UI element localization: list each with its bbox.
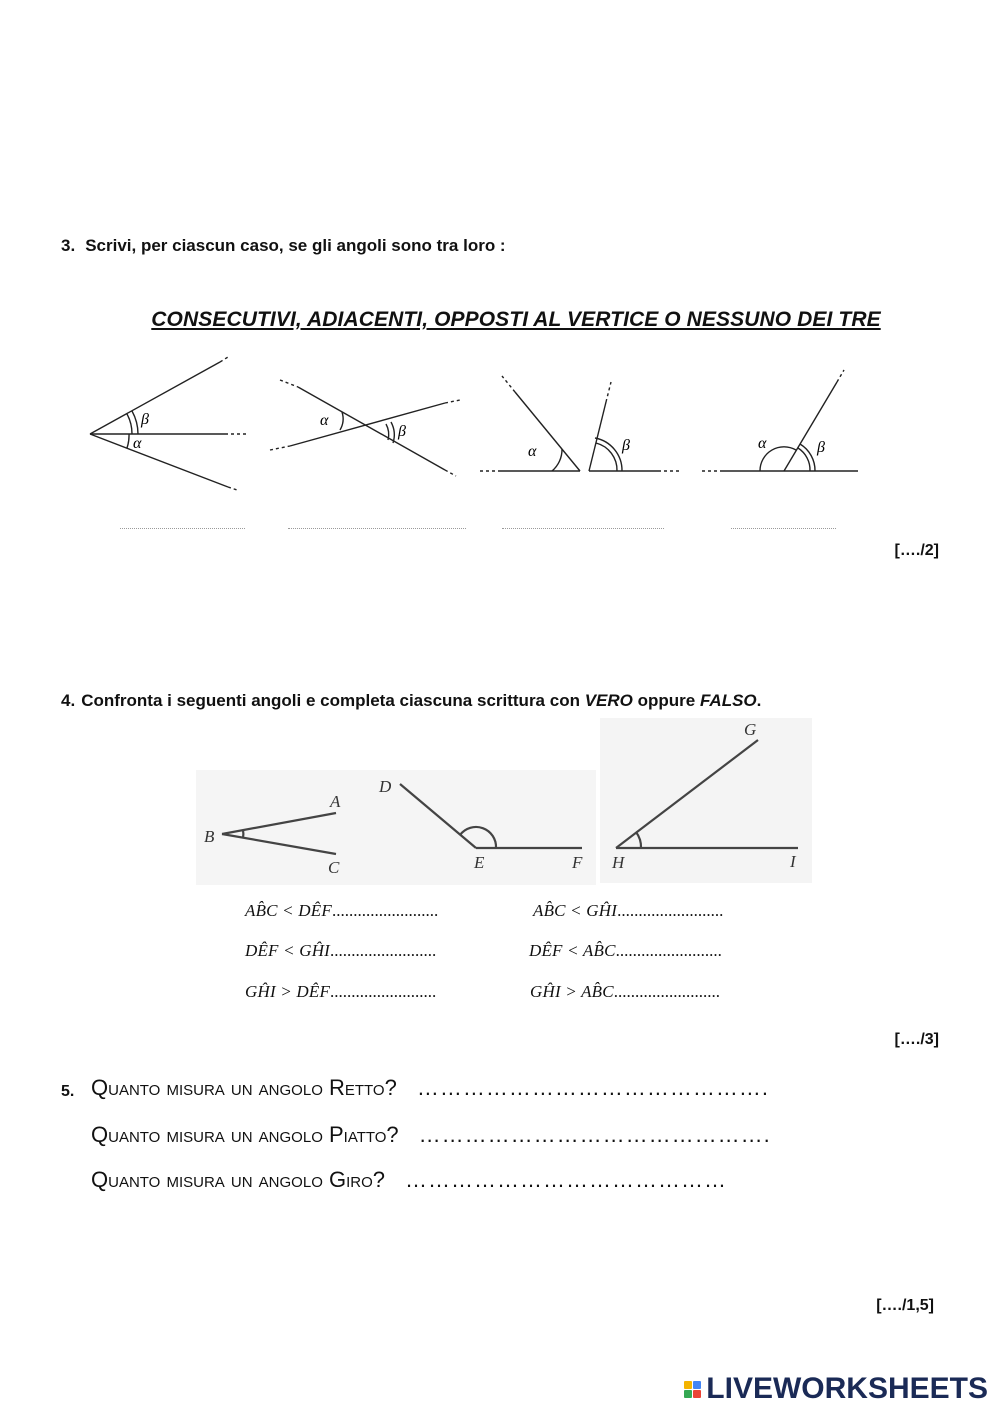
point-d-label: D: [379, 777, 392, 796]
question-5-line-2: [91, 1122, 771, 1148]
liveworksheets-logo: [684, 1372, 988, 1406]
question-3-text: Scrivi, per ciascun caso, se gli angoli sono tra loro :: [85, 236, 506, 255]
answer-field-3[interactable]: [502, 528, 664, 529]
angle-figure-3: [478, 372, 688, 477]
question-5-number: 5.: [61, 1083, 75, 1100]
logo-square-3: [684, 1390, 692, 1398]
logo-square-2: [693, 1381, 701, 1389]
question-4-text-middle: oppure: [637, 691, 696, 710]
point-i-label: I: [790, 852, 796, 871]
question-3-number: 3.: [61, 236, 76, 255]
statement-5[interactable]: [245, 982, 436, 1002]
question-5-piatto-answer[interactable]: ……………………………………….: [418, 1122, 771, 1147]
question-4-number: 4.: [61, 691, 76, 710]
question-4-score: […./3]: [894, 1031, 939, 1048]
point-e-label: E: [474, 853, 485, 872]
statement-2[interactable]: [533, 901, 723, 921]
question-3-score: […./2]: [894, 542, 939, 559]
liveworksheets-logo-icon: [684, 1381, 701, 1398]
statement-2-expression: AB̂C < GĤI: [533, 901, 618, 920]
liveworksheets-logo-text: LIVEWORKSHEETS: [706, 1372, 988, 1405]
question-3-subtitle: CONSECUTIVI, ADIACENTI, OPPOSTI AL VERTICE O NESSUNO DEI TRE: [151, 308, 881, 331]
q4-angles-figure: [196, 718, 816, 888]
question-5-retto-text: Quanto misura un angolo Retto?: [91, 1075, 397, 1100]
logo-square-1: [684, 1381, 692, 1389]
statement-4-answer-dots[interactable]: .........................: [615, 941, 722, 960]
angle-figure-1: [85, 350, 255, 495]
figure-1-alpha-label: α: [133, 435, 142, 452]
angle-figure-2: [270, 370, 465, 490]
question-5-line-3: [91, 1167, 727, 1193]
point-c-label: C: [328, 858, 340, 877]
question-4-text-before: Confronta i seguenti angoli e completa ciascuna scrittura con: [81, 691, 580, 710]
statement-5-answer-dots[interactable]: .........................: [330, 982, 437, 1001]
point-b-label: B: [204, 827, 215, 846]
question-4-text-after: .: [756, 691, 762, 710]
figure-2-beta-label: β: [398, 423, 406, 440]
question-5-score: […./1,5]: [876, 1297, 934, 1314]
question-5-retto-answer[interactable]: ……………………………………….: [416, 1075, 769, 1100]
answer-field-2[interactable]: [288, 528, 466, 529]
statement-3-expression: DÊF < GĤI: [245, 941, 331, 960]
figure-4-beta-label: β: [817, 439, 825, 456]
figure-1-beta-label: β: [141, 411, 149, 428]
point-a-label: A: [330, 792, 341, 811]
statement-4-expression: DÊF < AB̂C: [529, 941, 616, 960]
statement-6-expression: GĤI > AB̂C: [530, 982, 614, 1001]
point-f-label: F: [572, 853, 583, 872]
statement-6-answer-dots[interactable]: .........................: [613, 982, 721, 1001]
logo-square-4: [693, 1390, 701, 1398]
question-5-giro-text: Quanto misura un angolo Giro?: [91, 1167, 385, 1192]
statement-2-answer-dots[interactable]: .........................: [617, 901, 724, 920]
statement-3[interactable]: [245, 941, 436, 961]
question-5-giro-answer[interactable]: ……………………………………: [405, 1167, 727, 1192]
point-h-label: H: [612, 853, 625, 872]
figure-3-alpha-label: α: [528, 443, 537, 460]
answer-field-4[interactable]: [731, 528, 836, 529]
statement-1-expression: AB̂C < DÊF: [245, 901, 332, 920]
statement-1[interactable]: [245, 901, 438, 921]
statement-5-expression: GĤI > DÊF: [245, 982, 331, 1001]
answer-field-1[interactable]: [120, 528, 245, 529]
word-vero: VERO: [584, 691, 633, 710]
statement-3-answer-dots[interactable]: .........................: [330, 941, 437, 960]
question-5-piatto-text: Quanto misura un angolo Piatto?: [91, 1122, 399, 1147]
figure-3-beta-label: β: [622, 437, 630, 454]
figure-4-alpha-label: α: [758, 435, 767, 452]
statement-1-answer-dots[interactable]: .........................: [331, 901, 439, 920]
word-falso: FALSO: [699, 691, 757, 710]
angle-figure-4: [700, 368, 865, 478]
question-5-line-1: [91, 1075, 769, 1101]
question-3-heading: [61, 236, 506, 256]
question-4-heading: [61, 691, 761, 711]
point-g-label: G: [744, 720, 757, 739]
statement-4[interactable]: [529, 941, 722, 961]
figure-2-alpha-label: α: [320, 412, 329, 429]
statement-6[interactable]: [530, 982, 720, 1002]
